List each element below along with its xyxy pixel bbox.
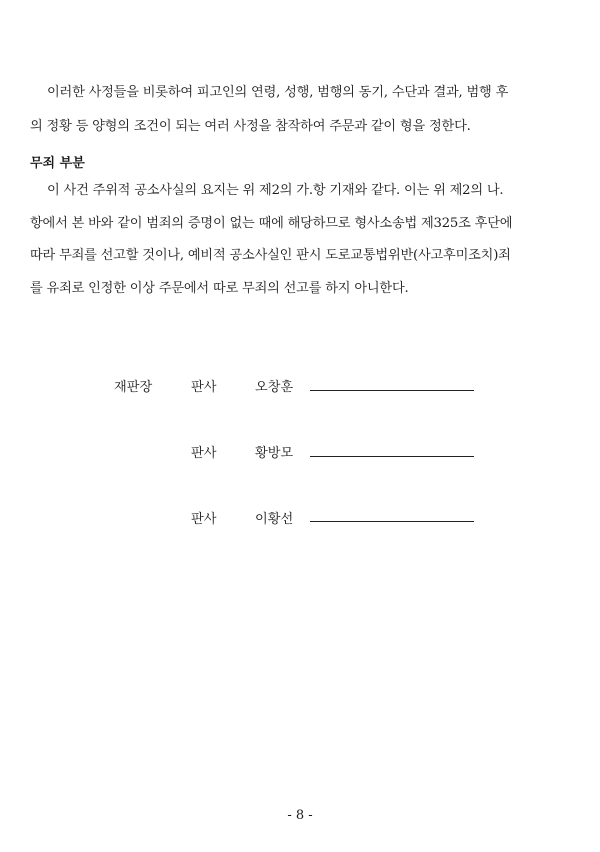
signature-title: 판사 (191, 446, 217, 461)
signature-name: 황방모 (255, 446, 294, 461)
paragraph-2-line-2: 항에서 본 바와 같이 범죄의 증명이 없는 때에 해당하므로 형사소송법 제325조 후단에 (30, 216, 513, 231)
signature-line (310, 390, 474, 391)
paragraph-2-line-4: 를 유죄로 인정한 이상 주문에서 따로 무죄의 선고를 하지 아니한다. (30, 281, 409, 296)
signature-title: 판사 (191, 512, 217, 527)
signature-name: 오창훈 (255, 380, 294, 395)
signature-title: 판사 (191, 380, 217, 395)
paragraph-1-line-2: 의 정황 등 양형의 조건이 되는 여러 사정을 참작하여 주문과 같이 형을 정한다. (30, 119, 471, 134)
page-number: - 8 - (287, 808, 313, 823)
signature-line (310, 456, 474, 457)
paragraph-1-line-1: 이러한 사정들을 비롯하여 피고인의 연령, 성행, 범행의 동기, 수단과 결과, 범행 후 (47, 85, 509, 100)
paragraph-2-line-3: 따라 무죄를 선고할 것이나, 예비적 공소사실인 판시 도로교통법위반(사고후미조치)죄 (30, 248, 511, 263)
section-heading-acquittal: 무죄 부분 (30, 156, 85, 171)
signature-role-presiding: 재판장 (114, 380, 153, 395)
paragraph-2-line-1: 이 사건 주위적 공소사실의 요지는 위 제2의 가.항 기재와 같다. 이는 위 제2의 나. (47, 183, 504, 198)
signature-name: 이황선 (255, 512, 294, 527)
signature-line (310, 521, 474, 522)
